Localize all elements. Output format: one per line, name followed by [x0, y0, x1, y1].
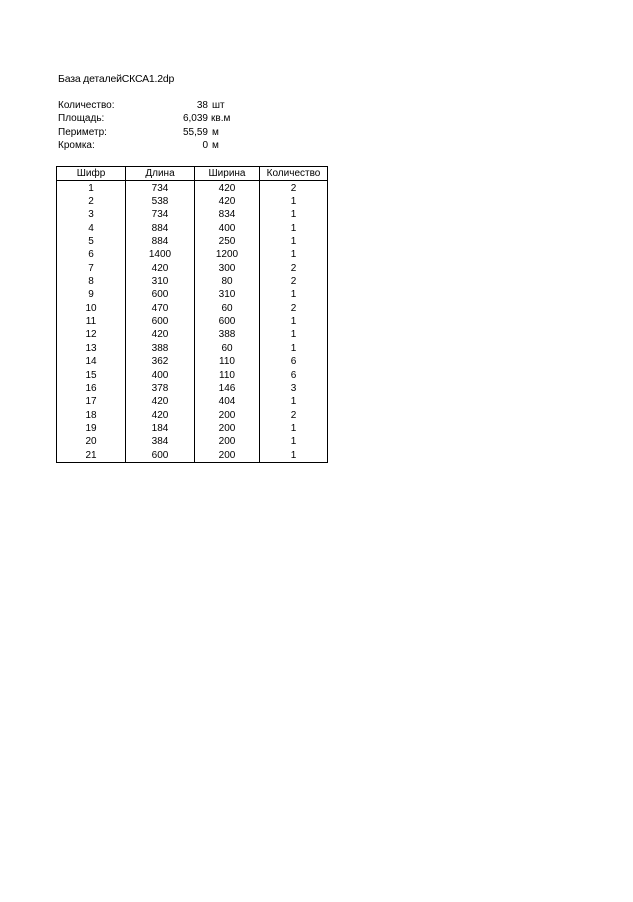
cell-quantity: 2 — [260, 275, 328, 288]
cell-width: 200 — [195, 408, 260, 421]
cell-length: 420 — [126, 408, 195, 421]
cell-length: 538 — [126, 195, 195, 208]
cell-length: 378 — [126, 382, 195, 395]
cell-code: 7 — [57, 262, 126, 275]
cell-quantity: 6 — [260, 355, 328, 368]
cell-code: 21 — [57, 449, 126, 463]
column-header-length: Длина — [126, 167, 195, 181]
table-row — [57, 342, 328, 355]
cell-width: 420 — [195, 181, 260, 195]
document-title: База деталейСКСА1.2dp — [58, 73, 175, 85]
table-row — [57, 275, 328, 288]
cell-quantity: 2 — [260, 302, 328, 315]
stat-value: 38 — [196, 100, 208, 111]
cell-code: 13 — [57, 342, 126, 355]
cell-quantity: 1 — [260, 208, 328, 221]
table-header-row — [57, 167, 328, 181]
cell-length: 600 — [126, 315, 195, 328]
column-header-width: Ширина — [195, 167, 260, 181]
cell-quantity: 1 — [260, 195, 328, 208]
stat-label: Количество: — [58, 100, 115, 111]
cell-quantity: 1 — [260, 328, 328, 341]
cell-length: 884 — [126, 235, 195, 248]
cell-quantity: 1 — [260, 235, 328, 248]
cell-length: 1400 — [126, 248, 195, 261]
cell-length: 388 — [126, 342, 195, 355]
cell-length: 362 — [126, 355, 195, 368]
cell-width: 60 — [195, 302, 260, 315]
cell-length: 420 — [126, 262, 195, 275]
cell-quantity: 3 — [260, 382, 328, 395]
cell-code: 6 — [57, 248, 126, 261]
cell-code: 19 — [57, 422, 126, 435]
table-row — [57, 368, 328, 381]
cell-code: 3 — [57, 208, 126, 221]
cell-quantity: 1 — [260, 342, 328, 355]
table-row — [57, 328, 328, 341]
table-row — [57, 435, 328, 448]
parts-table — [56, 166, 328, 463]
cell-code: 9 — [57, 288, 126, 301]
cell-length: 470 — [126, 302, 195, 315]
cell-width: 146 — [195, 382, 260, 395]
cell-length: 184 — [126, 422, 195, 435]
stat-label: Площадь: — [58, 113, 105, 125]
cell-length: 420 — [126, 328, 195, 341]
cell-width: 60 — [195, 342, 260, 355]
cell-code: 15 — [57, 368, 126, 381]
table-row — [57, 355, 328, 368]
cell-code: 20 — [57, 435, 126, 448]
cell-quantity: 1 — [260, 288, 328, 301]
cell-length: 310 — [126, 275, 195, 288]
cell-width: 388 — [195, 328, 260, 341]
column-header-quantity: Количество — [260, 167, 328, 181]
table-row — [57, 288, 328, 301]
cell-width: 400 — [195, 221, 260, 234]
stat-value: 6,039 — [182, 113, 208, 125]
table-row — [57, 382, 328, 395]
cell-width: 200 — [195, 449, 260, 463]
cell-width: 600 — [195, 315, 260, 328]
cell-code: 16 — [57, 382, 126, 395]
cell-code: 8 — [57, 275, 126, 288]
cell-quantity: 2 — [260, 262, 328, 275]
cell-quantity: 6 — [260, 368, 328, 381]
cell-width: 80 — [195, 275, 260, 288]
cell-quantity: 1 — [260, 435, 328, 448]
cell-quantity: 1 — [260, 248, 328, 261]
cell-width: 1200 — [195, 248, 260, 261]
cell-code: 17 — [57, 395, 126, 408]
cell-code: 18 — [57, 408, 126, 421]
stat-unit: м — [212, 140, 219, 152]
cell-quantity: 1 — [260, 395, 328, 408]
cell-width: 200 — [195, 422, 260, 435]
table-row — [57, 208, 328, 221]
cell-length: 734 — [126, 208, 195, 221]
cell-width: 250 — [195, 235, 260, 248]
cell-quantity: 1 — [260, 315, 328, 328]
stat-label: Кромка: — [58, 140, 95, 152]
cell-code: 1 — [57, 181, 126, 195]
table-row — [57, 221, 328, 234]
cell-quantity: 1 — [260, 449, 328, 463]
cell-width: 110 — [195, 368, 260, 381]
stat-value: 0 — [202, 140, 208, 152]
cell-code: 5 — [57, 235, 126, 248]
table-row — [57, 195, 328, 208]
stat-label: Периметр: — [58, 126, 107, 138]
stat-unit: шт — [212, 100, 225, 111]
cell-width: 200 — [195, 435, 260, 448]
table-row — [57, 422, 328, 435]
cell-length: 420 — [126, 395, 195, 408]
table-row — [57, 262, 328, 275]
cell-code: 4 — [57, 221, 126, 234]
table-body — [57, 181, 328, 463]
cell-width: 110 — [195, 355, 260, 368]
stat-unit: м — [212, 126, 219, 138]
cell-code: 14 — [57, 355, 126, 368]
cell-width: 834 — [195, 208, 260, 221]
table-row — [57, 315, 328, 328]
cell-width: 300 — [195, 262, 260, 275]
cell-width: 310 — [195, 288, 260, 301]
table-row — [57, 302, 328, 315]
cell-quantity: 1 — [260, 422, 328, 435]
cell-width: 404 — [195, 395, 260, 408]
cell-code: 2 — [57, 195, 126, 208]
cell-code: 11 — [57, 315, 126, 328]
table-row — [57, 408, 328, 421]
cell-length: 734 — [126, 181, 195, 195]
table-row — [57, 248, 328, 261]
table-row — [57, 235, 328, 248]
table-row — [57, 395, 328, 408]
stat-unit: кв.м — [211, 113, 231, 125]
cell-length: 400 — [126, 368, 195, 381]
cell-length: 600 — [126, 449, 195, 463]
cell-quantity: 1 — [260, 221, 328, 234]
cell-width: 420 — [195, 195, 260, 208]
cell-code: 12 — [57, 328, 126, 341]
table-row — [57, 449, 328, 463]
cell-code: 10 — [57, 302, 126, 315]
cell-length: 884 — [126, 221, 195, 234]
table-row — [57, 181, 328, 195]
cell-length: 600 — [126, 288, 195, 301]
cell-quantity: 2 — [260, 408, 328, 421]
stat-value: 55,59 — [182, 126, 208, 138]
column-header-code: Шифр — [57, 167, 126, 181]
cell-length: 384 — [126, 435, 195, 448]
cell-quantity: 2 — [260, 181, 328, 195]
